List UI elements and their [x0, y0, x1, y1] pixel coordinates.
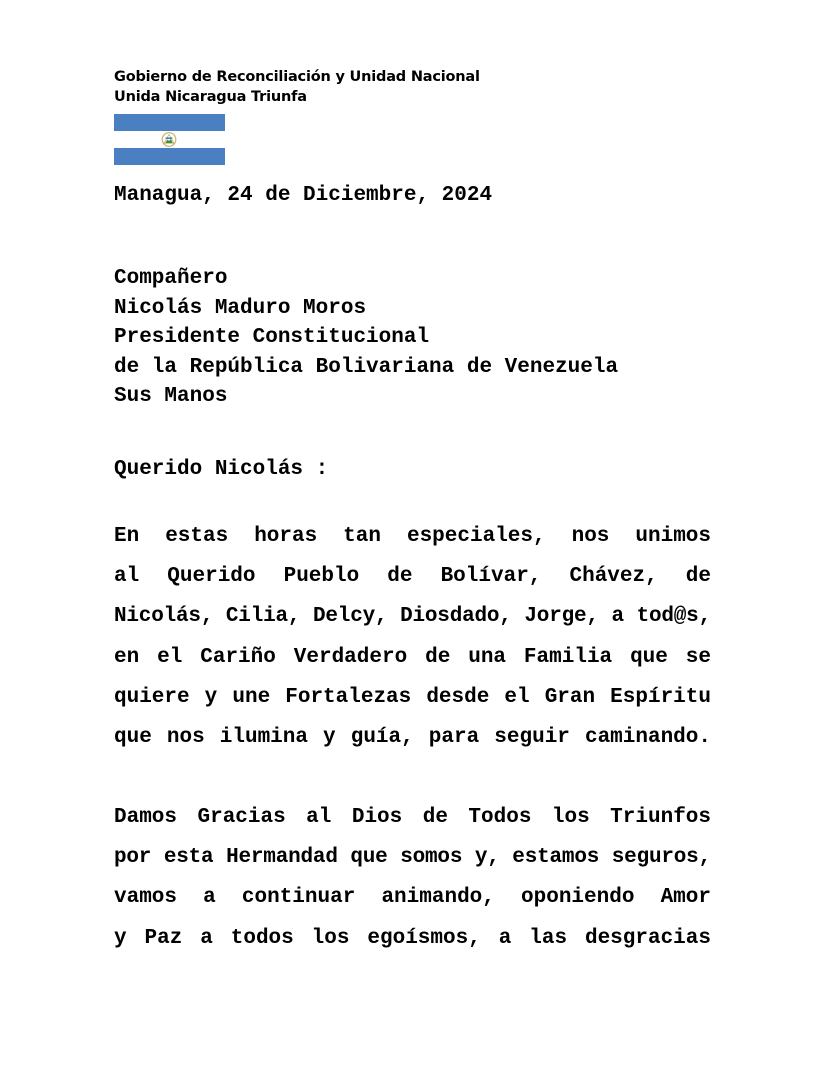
paragraph-line: por esta Hermandad que somos y, estamos seguros, [114, 846, 711, 870]
addressee-line: Compañero [114, 267, 228, 290]
addressee-block [114, 264, 618, 412]
flag-top-stripe [114, 114, 225, 131]
paragraph-line: en el Cariño Verdadero de una Familia que se [114, 645, 711, 669]
addressee-line: Sus Manos [114, 385, 228, 408]
addressee-line: Nicolás Maduro Moros [114, 296, 367, 320]
paragraph-line: vamos a continuar animando, oponiendo Amor [114, 886, 711, 910]
flag-bottom-stripe [114, 148, 225, 165]
letterhead-slogan: Unida Nicaragua Triunfa [114, 89, 307, 105]
paragraph-line: Damos Gracias al Dios de Todos los Triunfos [114, 806, 711, 829]
paragraph-line: quiere y une Fortalezas desde el Gran Espíritu [114, 685, 711, 709]
flag-middle-stripe [114, 131, 225, 148]
letterhead-government-name: Gobierno de Reconciliación y Unidad Nacional [114, 69, 480, 85]
letter-date: Managua, 24 de Diciembre, 2024 [114, 184, 493, 207]
addressee-line: Presidente Constitucional [114, 326, 430, 349]
paragraph-line: En estas horas tan especiales, nos unimos [114, 525, 711, 548]
paragraph-line: y Paz a todos los egoísmos, a las desgracias [114, 926, 711, 950]
coat-of-arms-icon [160, 132, 178, 147]
paragraph-line: al Querido Pueblo de Bolívar, Chávez, de [114, 565, 711, 589]
paragraph-line: Nicolás, Cilia, Delcy, Diosdado, Jorge, a tod@s, [114, 605, 711, 629]
letterhead [114, 67, 480, 107]
paragraph-line: que nos ilumina y guía, para seguir caminando. [114, 725, 711, 749]
salutation: Querido Nicolás : [114, 458, 329, 481]
addressee-line: de la República Bolivariana de Venezuela [114, 355, 619, 379]
nicaragua-flag-icon [114, 114, 225, 165]
body-paragraph-2 [114, 798, 711, 959]
body-paragraph-1 [114, 517, 711, 758]
